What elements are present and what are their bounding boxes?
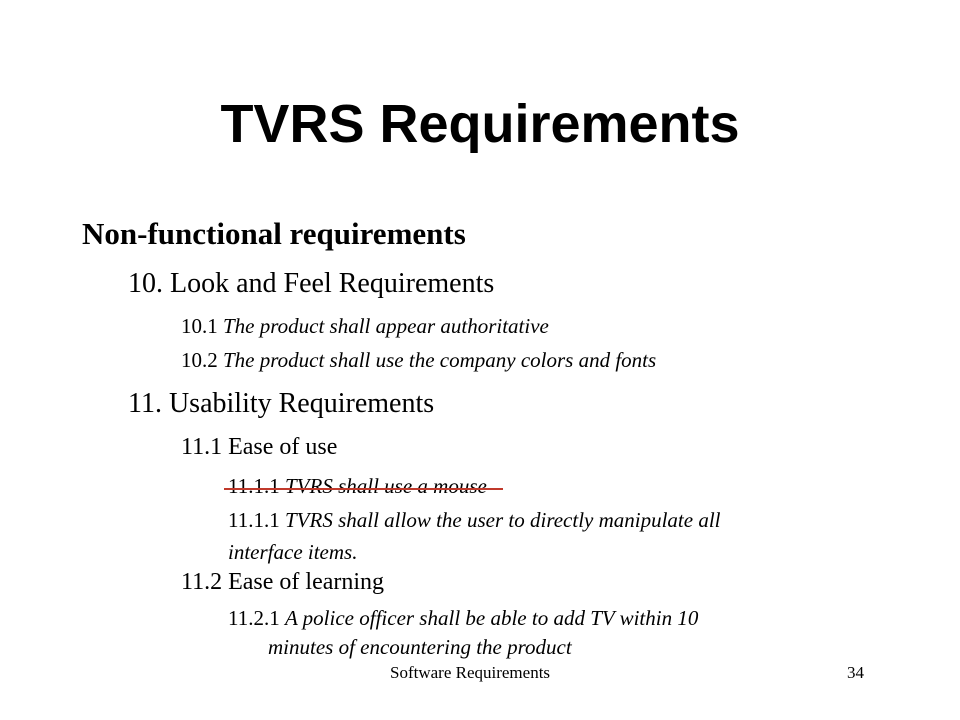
slide-title: TVRS Requirements bbox=[220, 94, 740, 154]
requirement-text: TVRS shall use a mouse bbox=[284, 474, 487, 498]
requirement-number: 10.2 bbox=[181, 348, 223, 372]
requirement-number: 11.2.1 bbox=[228, 606, 285, 630]
requirement-item bbox=[228, 506, 721, 534]
section-usability: 11. Usability Requirements bbox=[128, 388, 435, 419]
requirement-number: 11.1.1 bbox=[228, 508, 285, 532]
requirement-text-continued: interface items. bbox=[228, 540, 358, 564]
subsection-ease-of-use: 11.1 Ease of use bbox=[181, 434, 338, 460]
requirement-text: The product shall appear authoritative bbox=[223, 314, 549, 338]
requirement-text: A police officer shall be able to add TV within 10 bbox=[284, 606, 699, 630]
requirement-item bbox=[181, 346, 656, 374]
strikethrough-line bbox=[224, 488, 503, 490]
requirement-number: 10.1 bbox=[181, 314, 223, 338]
requirement-text: The product shall use the company colors and fonts bbox=[223, 348, 657, 372]
section-heading: Non-functional requirements bbox=[82, 216, 466, 251]
requirement-text: TVRS shall allow the user to directly manipulate all bbox=[284, 508, 721, 532]
page-number: 34 bbox=[847, 663, 864, 682]
requirement-item bbox=[228, 604, 698, 632]
footer-title: Software Requirements bbox=[390, 663, 551, 682]
requirement-item bbox=[181, 312, 549, 340]
subsection-ease-of-learning: 11.2 Ease of learning bbox=[181, 569, 385, 595]
section-look-and-feel: 10. Look and Feel Requirements bbox=[128, 268, 495, 299]
requirement-item-struck bbox=[228, 472, 487, 500]
requirement-text-continued: minutes of encountering the product bbox=[268, 635, 572, 659]
struck-requirement bbox=[228, 472, 487, 500]
requirement-number: 11.1.1 bbox=[228, 474, 285, 498]
